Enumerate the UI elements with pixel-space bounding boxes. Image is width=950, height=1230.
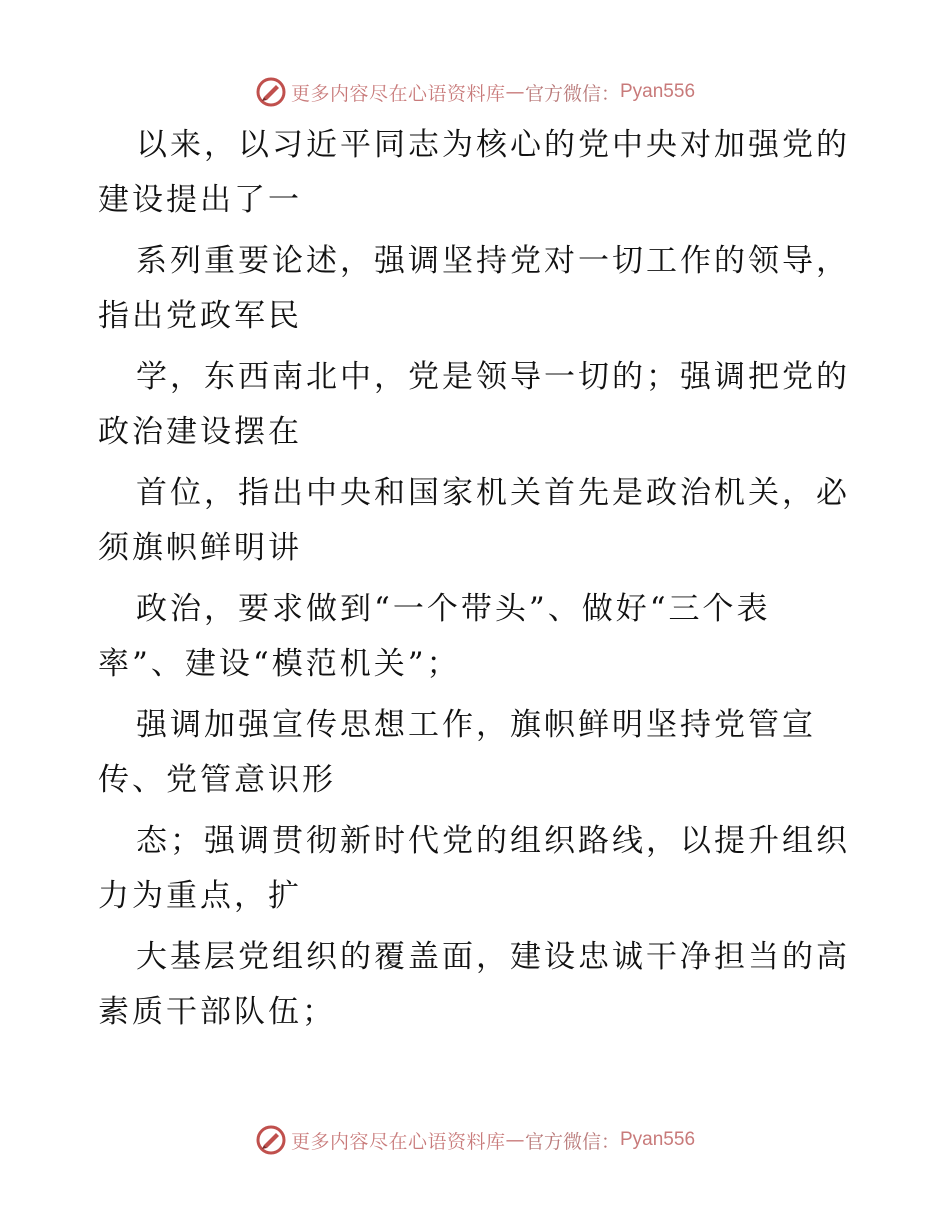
paragraph-line: 强调加强宣传思想工作，旗帜鲜明坚持党管宣 [136,707,816,743]
paragraph-line: 大基层党组织的覆盖面，建设忠诚干净担当的高 [136,939,850,975]
paragraph-line: 首位，指出中央和国家机关首先是政治机关，必 [136,475,850,511]
paragraph [98,930,868,1040]
paragraph [98,814,868,924]
paragraph [98,350,868,460]
footer-wechat-label: 官方微信： [524,1130,620,1153]
paragraph [98,582,868,692]
brand-logo-icon [255,1124,287,1156]
footer-separator: — [505,1129,525,1151]
header-wechat-label: 官方微信： [524,82,620,105]
paragraph-line: 须旗帜鲜明讲 [98,530,302,566]
paragraph-line: 素质干部队伍； [98,994,336,1030]
paragraph-line: 率”、建设“模范机关”； [98,646,461,682]
paragraph-line: 政治，要求做到“一个带头”、做好“三个表 [136,591,771,627]
paragraph-line: 指出党政军民 [98,298,302,334]
document-body [98,118,868,1046]
paragraph-line: 政治建设摆在 [98,414,302,450]
page-footer-watermark [0,1120,950,1160]
paragraph-line: 力为重点，扩 [98,878,302,914]
footer-brand-text: 更多内容尽在心语资料库 [290,1130,506,1153]
paragraph-line: 学，东西南北中，党是领导一切的；强调把党的 [136,359,850,395]
paragraph [98,466,868,576]
paragraph-line: 系列重要论述，强调坚持党对一切工作的领导， [136,243,850,279]
page-header-watermark [0,72,950,112]
paragraph-line: 建设提出了一 [98,182,302,218]
header-brand-text: 更多内容尽在心语资料库 [290,82,506,105]
paragraph-line: 传、党管意识形 [98,762,336,798]
paragraph-line: 以来，以习近平同志为核心的党中央对加强党的 [136,127,850,163]
header-wechat-id: Pyan556 [620,81,696,102]
footer-wechat-id: Pyan556 [620,1129,696,1150]
paragraph-line: 态；强调贯彻新时代党的组织路线，以提升组织 [136,823,850,859]
paragraph [98,118,868,228]
brand-logo-icon [255,76,287,108]
paragraph [98,698,868,808]
header-separator: — [505,81,525,103]
paragraph [98,234,868,344]
